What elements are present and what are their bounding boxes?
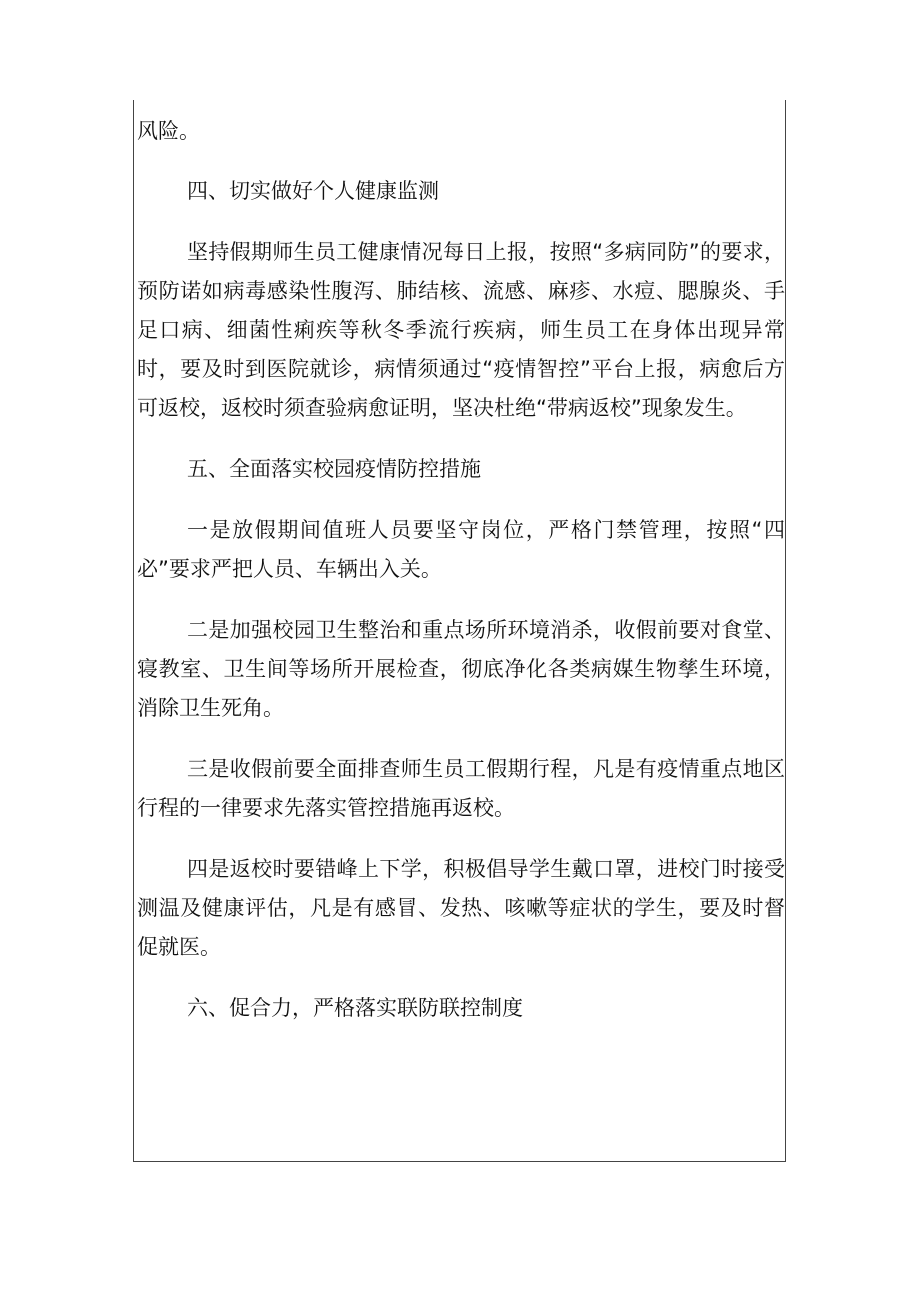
section-heading-5: 五、全面落实校园疫情防控措施 [187,457,481,481]
document-body [137,112,785,1028]
paragraph-measure-1: 一是放假期间值班人员要坚守岗位，严格门禁管理，按照“四必”要求严把人员、车辆出入关。 [137,518,785,581]
paragraph-health-monitoring: 坚持假期师生员工健康情况每日上报，按照“多病同防”的要求，预防诺如病毒感染性腹泻、肺结核、流感、麻疹、水痘、腮腺炎、手足口病、细菌性痢疾等秋冬季流行疾病，师生员工在身体出现异常时，要及时到医院就诊，病情须通过“疫情智控”平台上报，病愈后方可返校，返校时须查验病愈证明，坚决杜绝“带病返校”现象发生。 [137,240,785,420]
paragraph-measure-3: 三是收假前要全面排查师生员工假期行程，凡是有疫情重点地区行程的一律要求先落实管控措施再返校。 [137,757,785,820]
section-heading-6: 六、促合力，严格落实联防联控制度 [187,996,523,1020]
paragraph-measure-2: 二是加强校园卫生整治和重点场所环境消杀，收假前要对食堂、寝教室、卫生间等场所开展检查，彻底净化各类病媒生物孳生环境，消除卫生死角。 [137,618,785,720]
paragraph-continuation: 风险。 [137,119,200,143]
paragraph-measure-4: 四是返校时要错峰上下学，积极倡导学生戴口罩，进校门时接受测温及健康评估，凡是有感冒、发热、咳嗽等症状的学生，要及时督促就医。 [137,857,785,959]
section-heading-4: 四、切实做好个人健康监测 [187,179,439,203]
